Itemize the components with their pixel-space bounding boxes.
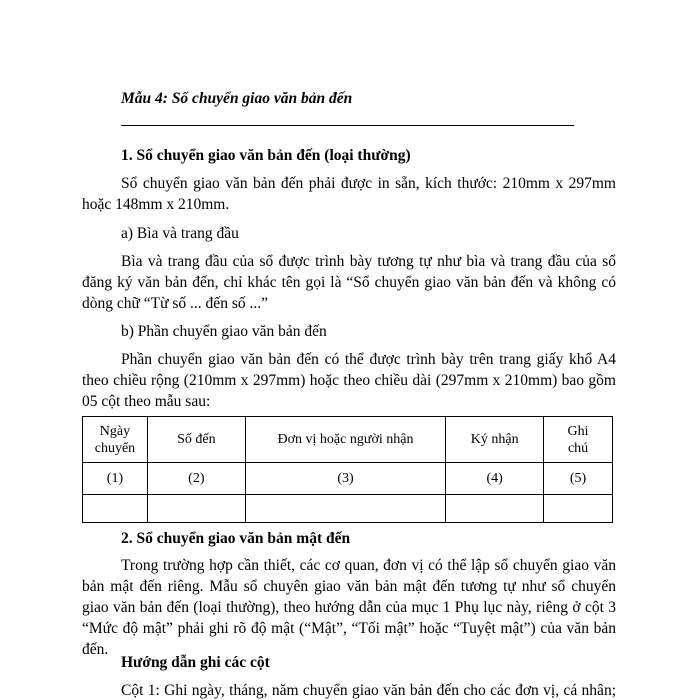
header-arrival-number: Số đến: [147, 417, 245, 463]
header-notes: Ghi chú: [544, 417, 613, 463]
section2-paragraph-line4: “Mức độ mật” phải ghi rõ độ mật (“Mật”, “Tối mật” hoặc “Tuyệt mật”) của văn bản: [82, 620, 616, 637]
table-header-row: [83, 417, 613, 463]
column-number: (1): [83, 463, 148, 495]
section1-paragraph1-line1: Sổ chuyển giao văn bản đến phải được in sẵn, kích thước: 210mm x 297mm: [121, 175, 616, 192]
subsection-b-title: b) Phần chuyển giao văn bản đến: [121, 323, 327, 340]
section2-paragraph-line5: đến.: [82, 641, 109, 658]
section1-paragraph1-line2: hoặc 148mm x 210mm.: [82, 196, 230, 213]
section1-paragraph2-line1: Bìa và trang đầu của sổ được trình bày tương tự như bìa và trang đầu của sổ: [121, 253, 616, 270]
section1-paragraph3-line1: Phần chuyển giao văn bản đến có thể được trình bày trên trang giấy khổ A4: [121, 351, 616, 368]
section1-paragraph2-line2: đăng ký văn bản đến, chỉ khác tên gọi là “Sổ chuyển giao văn bản đến và không có: [82, 274, 616, 291]
section2-paragraph-line2: bản mật đến riêng. Mẫu sổ chuyên giao văn bản mật đến tương tự như sổ chuyển: [82, 578, 616, 595]
guide-column1-line: Cột 1: Ghi ngày, tháng, năm chuyển giao văn bản đến cho các đơn vị, cá nhân;: [121, 682, 616, 699]
header-recipient: Đơn vị hoặc người nhận: [245, 417, 446, 463]
table-number-row: [83, 463, 613, 495]
column-number: (2): [147, 463, 245, 495]
empty-cell: [245, 495, 446, 523]
guide-title: Hướng dẫn ghi các cột: [121, 654, 270, 671]
section1-paragraph2-line3: dòng chữ “Từ số ... đến số ...”: [82, 295, 268, 312]
header-transfer-date: Ngày chuyển: [83, 417, 148, 463]
transfer-log-table: [82, 416, 613, 523]
section2-title: 2. Sổ chuyển giao văn bản mật đến: [121, 530, 351, 547]
section2-paragraph-line1: Trong trường hợp cần thiết, các cơ quan, đơn vị có thể lập sổ chuyển giao văn: [121, 557, 616, 574]
heading-underline: [121, 125, 574, 126]
section1-paragraph3-line2: theo chiều rộng (210mm x 297mm) hoặc theo chiều dài (297mm x 210mm) bao gồm: [82, 372, 616, 389]
empty-cell: [147, 495, 245, 523]
section1-title: 1. Sổ chuyển giao văn bản đến (loại thường): [121, 147, 411, 164]
column-number: (3): [245, 463, 446, 495]
empty-cell: [446, 495, 544, 523]
empty-cell: [544, 495, 613, 523]
subsection-a-title: a) Bìa và trang đầu: [121, 225, 239, 242]
empty-cell: [83, 495, 148, 523]
table-empty-row: [83, 495, 613, 523]
section2-paragraph-line3: giao văn bản đến (loại thường), theo hướng dẫn của mục 1 Phụ lục này, riêng ở cột 3: [82, 599, 616, 616]
form-heading: Mẫu 4: Sổ chuyển giao văn bản đến: [121, 90, 353, 107]
header-signature: Ký nhận: [446, 417, 544, 463]
column-number: (4): [446, 463, 544, 495]
section1-paragraph3-line3: 05 cột theo mẫu sau:: [82, 393, 211, 410]
column-number: (5): [544, 463, 613, 495]
